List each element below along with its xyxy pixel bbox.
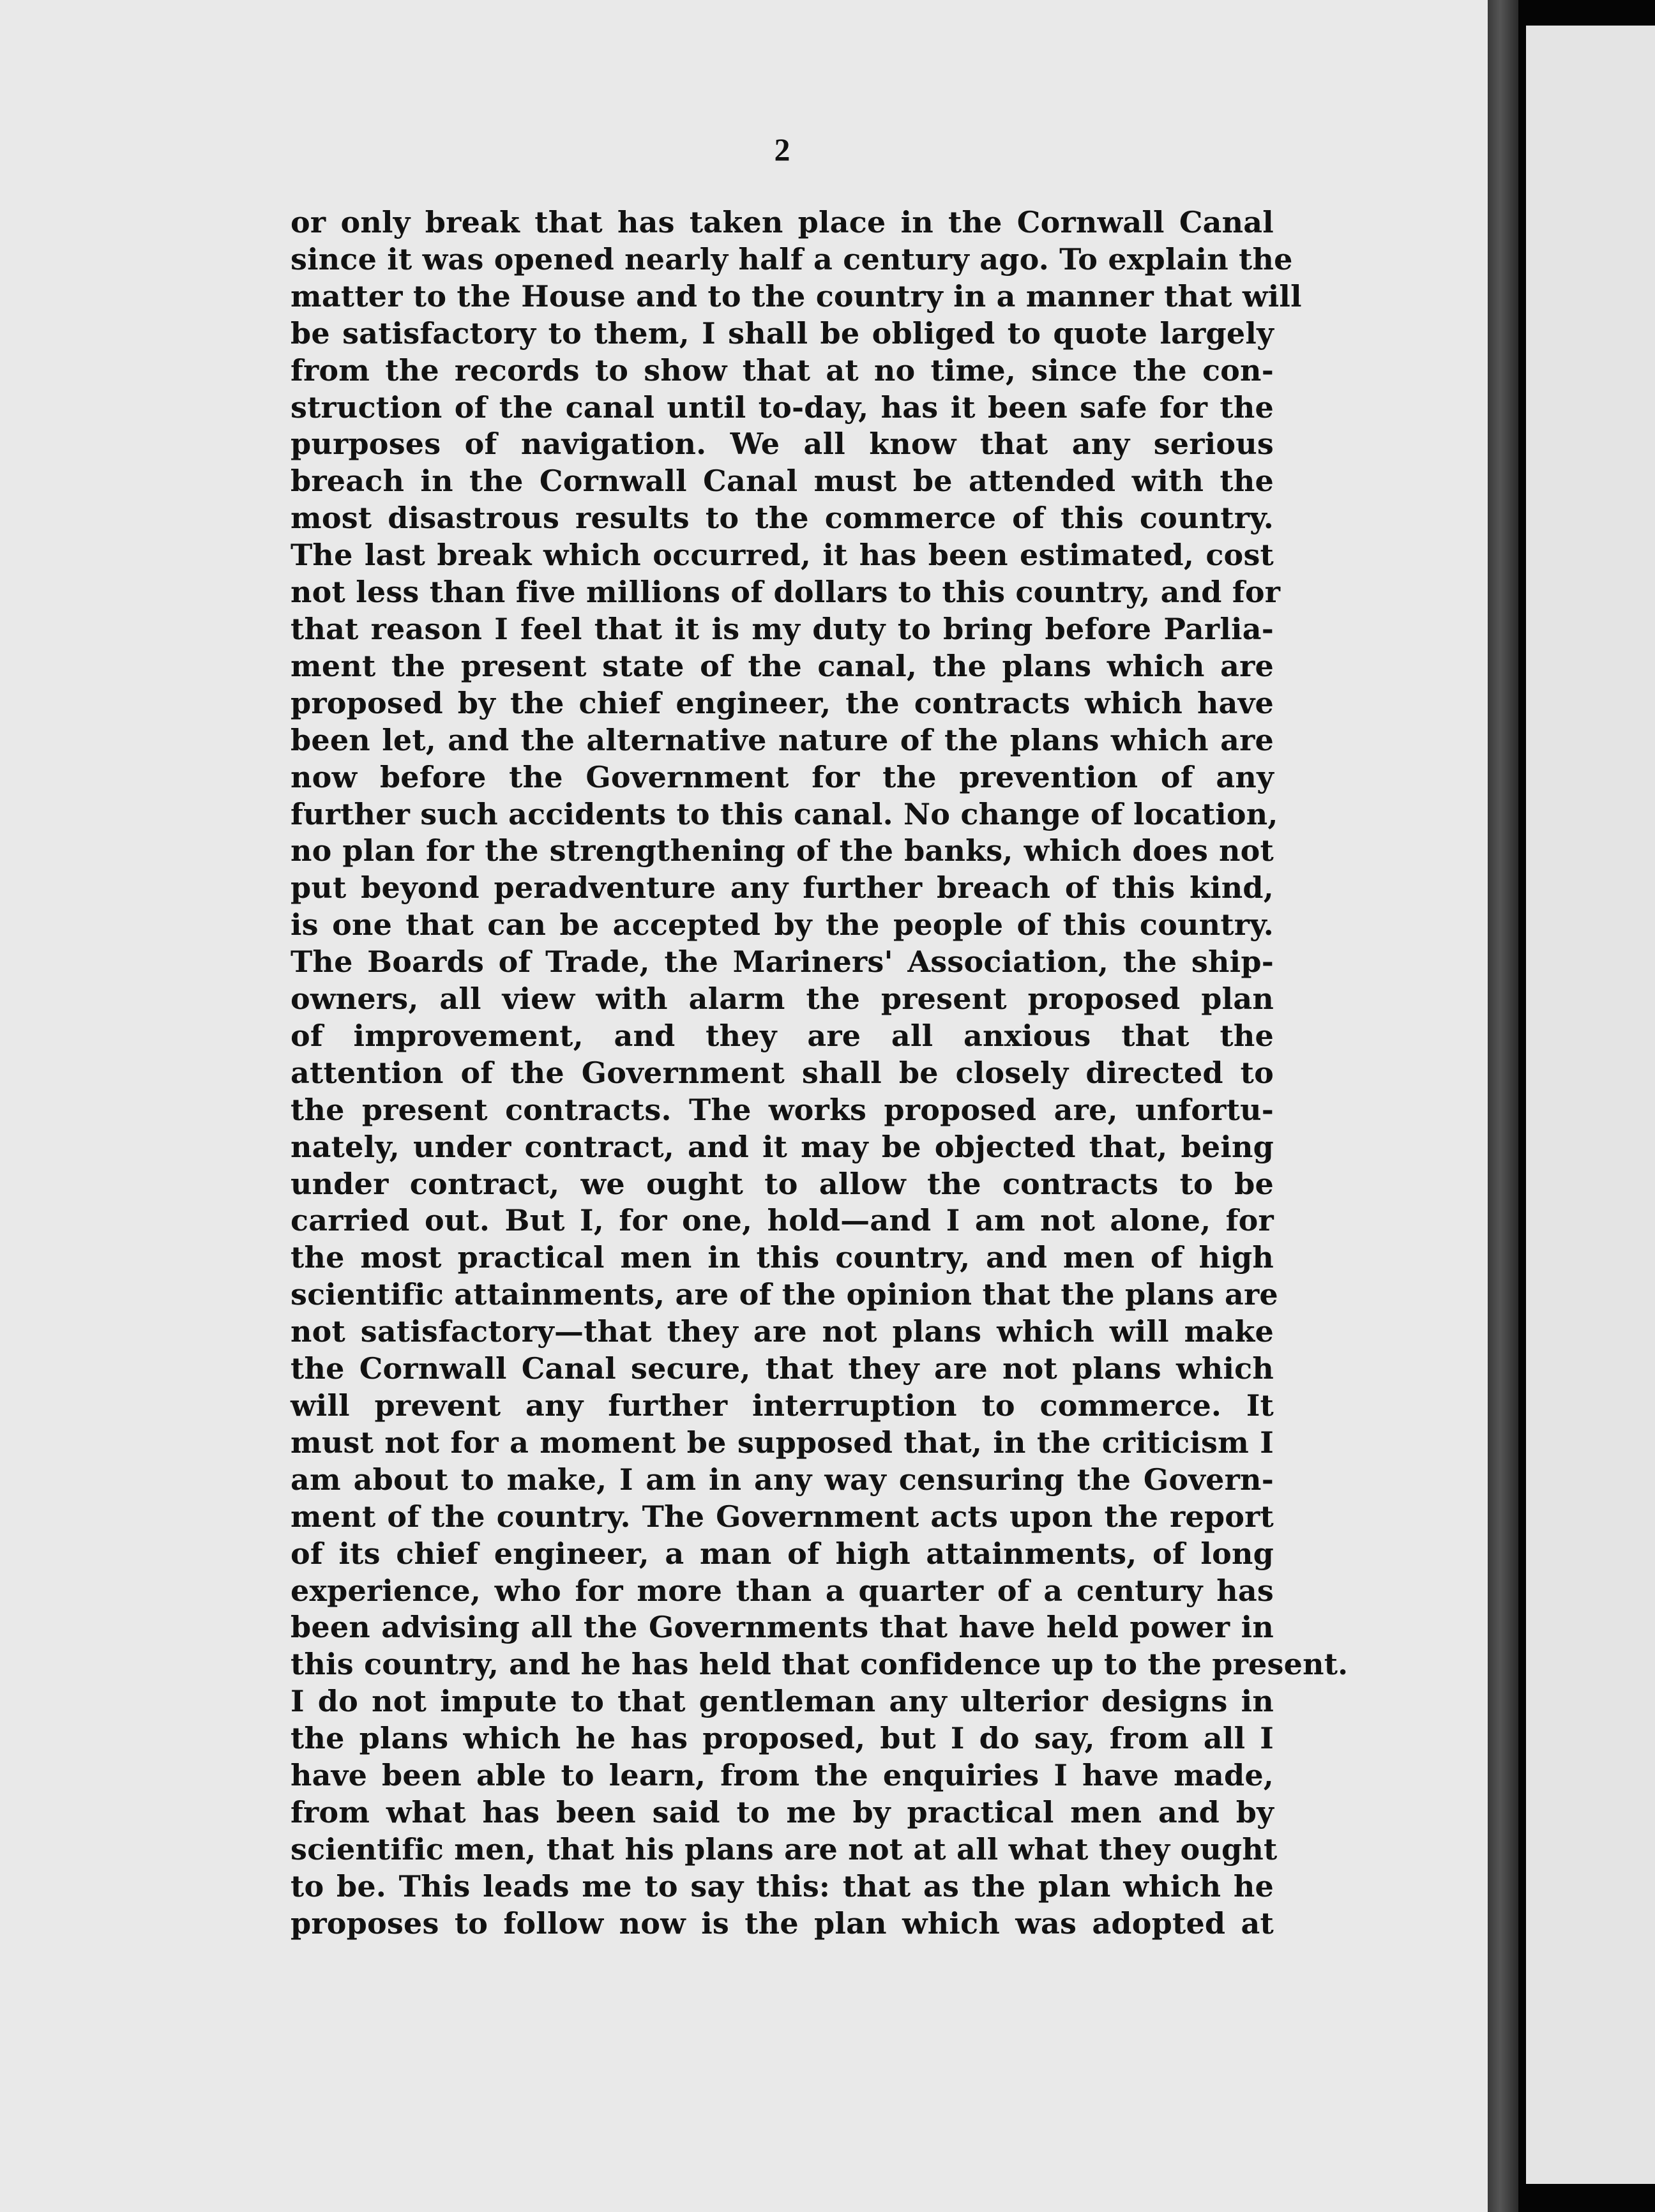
text-line: under contract, we ought to allow the contracts to be bbox=[291, 1166, 1274, 1201]
text-line: be satisfactory to them, I shall be obliged to quote largely bbox=[291, 315, 1274, 351]
text-line: The Boards of Trade, the Mariners' Association, the ship- bbox=[291, 944, 1274, 980]
text-line: the present contracts. The works proposed are, unfortu- bbox=[291, 1092, 1274, 1127]
text-line: been advising all the Governments that have held power in bbox=[291, 1610, 1274, 1645]
text-line: been let, and the alternative nature of the plans which are bbox=[291, 722, 1274, 757]
text-line: struction of the canal until to-day, has it been safe for the bbox=[291, 390, 1274, 425]
text-line: the Cornwall Canal secure, that they are not plans which bbox=[291, 1351, 1274, 1386]
text-line: no plan for the strengthening of the banks, which does not bbox=[291, 833, 1274, 868]
text-line: since it was opened nearly half a century ago. To explain the bbox=[291, 241, 1293, 276]
text-line: I do not impute to that gentleman any ulterior designs in bbox=[291, 1684, 1274, 1719]
text-line: not less than five millions of dollars to this country, and for bbox=[291, 575, 1281, 610]
text-line: carried out. But I, for one, hold—and I am not alone, for bbox=[291, 1203, 1274, 1238]
text-line: from what has been said to me by practical men and by bbox=[291, 1794, 1274, 1829]
text-line: most disastrous results to the commerce of this country. bbox=[291, 501, 1274, 536]
text-line: the plans which he has proposed, but I do say, from all I bbox=[291, 1721, 1274, 1756]
text-line: put beyond peradventure any further breach of this kind, bbox=[291, 870, 1274, 905]
text-line: that reason I feel that it is my duty to bring before Parlia- bbox=[291, 611, 1274, 646]
text-line: from the records to show that at no time, since the con- bbox=[291, 352, 1274, 388]
text-line: will prevent any further interruption to commerce. It bbox=[291, 1388, 1274, 1423]
text-line: further such accidents to this canal. No change of location, bbox=[291, 796, 1278, 831]
text-line: proposed by the chief engineer, the contracts which have bbox=[291, 685, 1274, 720]
text-line: of improvement, and they are all anxious that the bbox=[291, 1018, 1274, 1053]
text-line: have been able to learn, from the enquiries I have made, bbox=[291, 1758, 1274, 1793]
text-line: proposes to follow now is the plan which was adopted at bbox=[291, 1905, 1274, 1941]
text-line: this country, and he has held that confidence up to the present. bbox=[291, 1647, 1349, 1682]
text-line: must not for a moment be supposed that, in the criticism I bbox=[291, 1425, 1274, 1460]
text-line: breach in the Cornwall Canal must be attended with the bbox=[291, 464, 1274, 499]
text-line: of its chief engineer, a man of high attainments, of long bbox=[291, 1536, 1274, 1571]
text-line: owners, all view with alarm the present proposed plan bbox=[291, 981, 1274, 1017]
text-line: or only break that has taken place in the Cornwall Canal bbox=[291, 205, 1274, 239]
text-line: attention of the Government shall be closely directed to bbox=[291, 1055, 1274, 1090]
text-line: The last break which occurred, it has been estimated, cost bbox=[291, 538, 1274, 573]
text-line: scientific attainments, are of the opinion that the plans are bbox=[291, 1277, 1278, 1312]
text-line: the most practical men in this country, and men of high bbox=[291, 1240, 1274, 1275]
text-line: scientific men, that his plans are not at all what they ought bbox=[291, 1831, 1278, 1867]
text-line: ment the present state of the canal, the plans which are bbox=[291, 648, 1274, 683]
text-line: to be. This leads me to say this: that as the plan which he bbox=[291, 1868, 1274, 1904]
body-text bbox=[291, 204, 1349, 1943]
text-line: ment of the country. The Government acts upon the report bbox=[291, 1499, 1274, 1534]
page-number: 2 bbox=[774, 132, 790, 167]
text-line: experience, who for more than a quarter of a century has bbox=[291, 1573, 1274, 1608]
text-line: purposes of navigation. We all know that any serious bbox=[291, 427, 1274, 462]
text-line: matter to the House and to the country in a manner that will bbox=[291, 278, 1302, 314]
text-line: am about to make, I am in any way censuring the Govern- bbox=[291, 1462, 1274, 1497]
text-line: not satisfactory—that they are not plans which will make bbox=[291, 1314, 1274, 1349]
adjacent-page bbox=[1526, 26, 1655, 2184]
page-edge bbox=[1488, 0, 1518, 2212]
text-line: nately, under contract, and it may be objected that, being bbox=[291, 1129, 1274, 1164]
text-line: now before the Government for the prevention of any bbox=[291, 759, 1274, 794]
text-line: is one that can be accepted by the people of this country. bbox=[291, 907, 1274, 943]
